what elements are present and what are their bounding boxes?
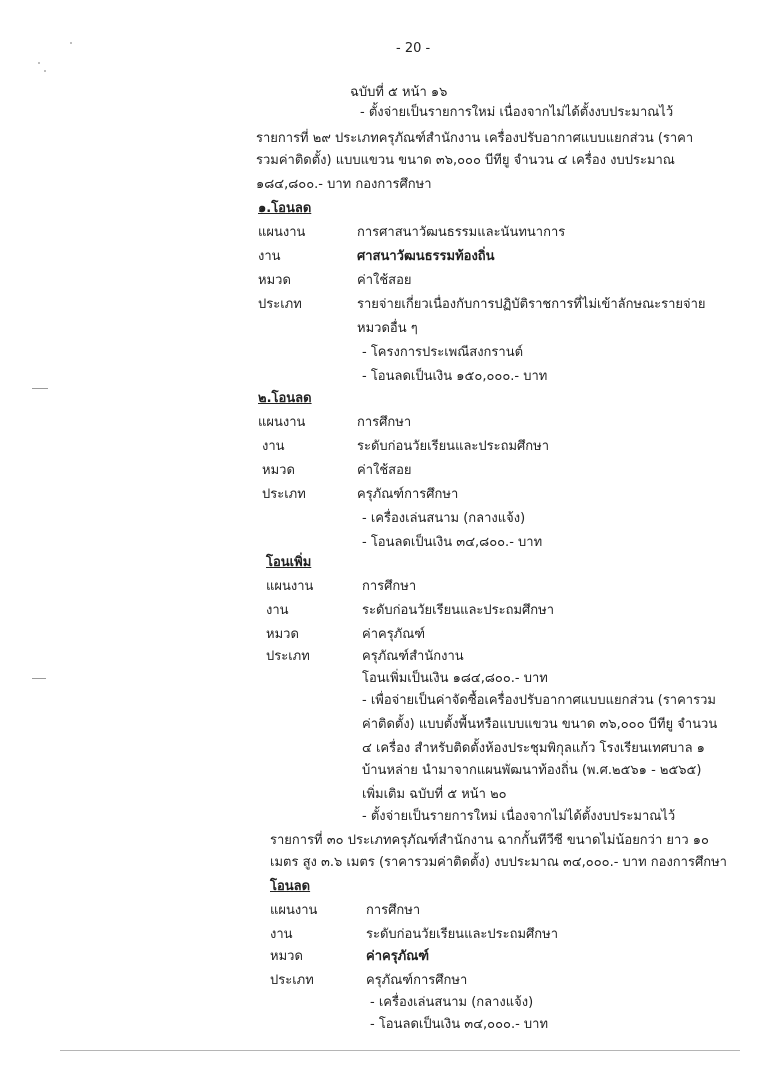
detail-line: ๔ เครื่อง สำหรับติดตั้งห้องประชุมพิกุลแก้ว โรงเรียนเทศบาล ๑ (362, 741, 705, 756)
field-value: ระดับก่อนวัยเรียนและประถมศึกษา (357, 439, 550, 454)
detail-line: บ้านหล่าย นำมาจากแผนพัฒนาท้องถิ่น (พ.ศ.๒๕๖๑ - ๒๕๖๕) (362, 763, 702, 778)
field-value: ระดับก่อนวัยเรียนและประถมศึกษา (362, 603, 555, 618)
detail-line: - โอนลดเป็นเงิน ๓๔,๐๐๐.- บาท (370, 1017, 549, 1032)
field-label: ประเภท (262, 487, 306, 502)
binder-hole-mark (32, 678, 46, 679)
field-value: ระดับก่อนวัยเรียนและประถมศึกษา (366, 927, 559, 942)
field-label: ประเภท (270, 973, 314, 988)
field-value: ค่าใช้สอย (357, 463, 412, 478)
field-label: หมวด (262, 463, 295, 478)
field-label: หมวด (266, 627, 299, 642)
field-label: แผนงาน (258, 415, 306, 430)
field-label: งาน (266, 603, 289, 618)
scan-speck (38, 62, 40, 64)
field-value-cont: หมวดอื่น ๆ (357, 321, 418, 336)
field-value: ครุภัณฑ์การศึกษา (366, 973, 468, 988)
field-value: การศาสนาวัฒนธรรมและนันทนาการ (357, 225, 566, 240)
item-30-line: รายการที่ ๓๐ ประเภทครุภัณฑ์สำนักงาน ฉากกั้นทีวีซี ขนาดไม่น้อยกว่า ยาว ๑๐ (270, 833, 709, 848)
binder-hole-mark (32, 388, 48, 389)
field-value: การศึกษา (366, 903, 421, 918)
field-label: งาน (258, 249, 281, 264)
section-heading: โอนลด (270, 879, 311, 894)
detail-line: - เครื่องเล่นสนาม (กลางแจ้ง) (370, 995, 534, 1010)
field-label: ประเภท (258, 297, 302, 312)
detail-line: - โอนลดเป็นเงิน ๓๔,๘๐๐.- บาท (362, 535, 543, 550)
field-value: ครุภัณฑ์การศึกษา (357, 487, 459, 502)
detail-line: ค่าติดตั้ง) แบบตั้งพื้นหรือแบบแขวน ขนาด ๓๖,๐๐๐ บีทียู จำนวน (362, 717, 718, 732)
field-value: ค่าใช้สอย (357, 273, 412, 288)
field-label: แผนงาน (258, 225, 306, 240)
field-value: การศึกษา (362, 579, 417, 594)
detail-line: - เพื่อจ่ายเป็นค่าจัดซื้อเครื่องปรับอากาศแบบแยกส่วน (ราคารวม (362, 693, 716, 708)
detail-line: - โอนลดเป็นเงิน ๑๕๐,๐๐๐.- บาท (362, 369, 548, 384)
section-heading: โอนเพิ่ม (266, 555, 312, 570)
detail-line: - โครงการประเพณีสงกรานต์ (362, 345, 524, 360)
detail-line: - เครื่องเล่นสนาม (กลางแจ้ง) (362, 511, 526, 526)
item-29-line: ๑๘๔,๘๐๐.- บาท กองการศึกษา (256, 177, 432, 192)
field-value: ครุภัณฑ์สำนักงาน (362, 649, 464, 664)
field-value: ค่าครุภัณฑ์ (366, 949, 430, 964)
section-heading: ๒.โอนลด (258, 391, 312, 406)
field-value: ศาสนาวัฒนธรรมท้องถิ่น (357, 249, 495, 264)
field-value: การศึกษา (357, 415, 412, 430)
item-29-line: รวมค่าติดตั้ง) แบบแขวน ขนาด ๓๖,๐๐๐ บีทียู จำนวน ๔ เครื่อง งบประมาณ (256, 153, 675, 168)
page-number: - 20 - (396, 41, 431, 56)
field-label: งาน (262, 439, 285, 454)
field-value: ค่าครุภัณฑ์ (362, 627, 426, 642)
item-29-line: รายการที่ ๒๙ ประเภทครุภัณฑ์สำนักงาน เครื่องปรับอากาศแบบแยกส่วน (ราคา (256, 131, 694, 146)
field-label: หมวด (270, 949, 303, 964)
field-label: ประเภท (266, 649, 310, 664)
intro-line: ฉบับที่ ๕ หน้า ๑๖ (350, 85, 448, 100)
page-bottom-rule (60, 1050, 740, 1051)
field-label: งาน (270, 927, 293, 942)
intro-line: - ตั้งจ่ายเป็นรายการใหม่ เนื่องจากไม่ได้ตั้งงบประมาณไว้ (360, 105, 674, 120)
detail-line: เพิ่มเติม ฉบับที่ ๕ หน้า ๒๐ (362, 787, 507, 802)
detail-line: - ตั้งจ่ายเป็นรายการใหม่ เนื่องจากไม่ได้ตั้งงบประมาณไว้ (362, 809, 676, 824)
item-30-line: เมตร สูง ๓.๖ เมตร (ราคารวมค่าติดตั้ง) งบประมาณ ๓๔,๐๐๐.- บาท กองการศึกษา (270, 855, 727, 870)
field-label: แผนงาน (266, 579, 314, 594)
scan-speck (70, 42, 72, 44)
field-label: แผนงาน (270, 903, 318, 918)
section-heading: ๑.โอนลด (258, 201, 312, 216)
detail-line: โอนเพิ่มเป็นเงิน ๑๘๔,๘๐๐.- บาท (362, 671, 548, 686)
field-value: รายจ่ายเกี่ยวเนื่องกับการปฏิบัติราชการที่ไม่เข้าลักษณะรายจ่าย (357, 297, 706, 312)
scan-speck (44, 70, 46, 72)
field-label: หมวด (258, 273, 291, 288)
